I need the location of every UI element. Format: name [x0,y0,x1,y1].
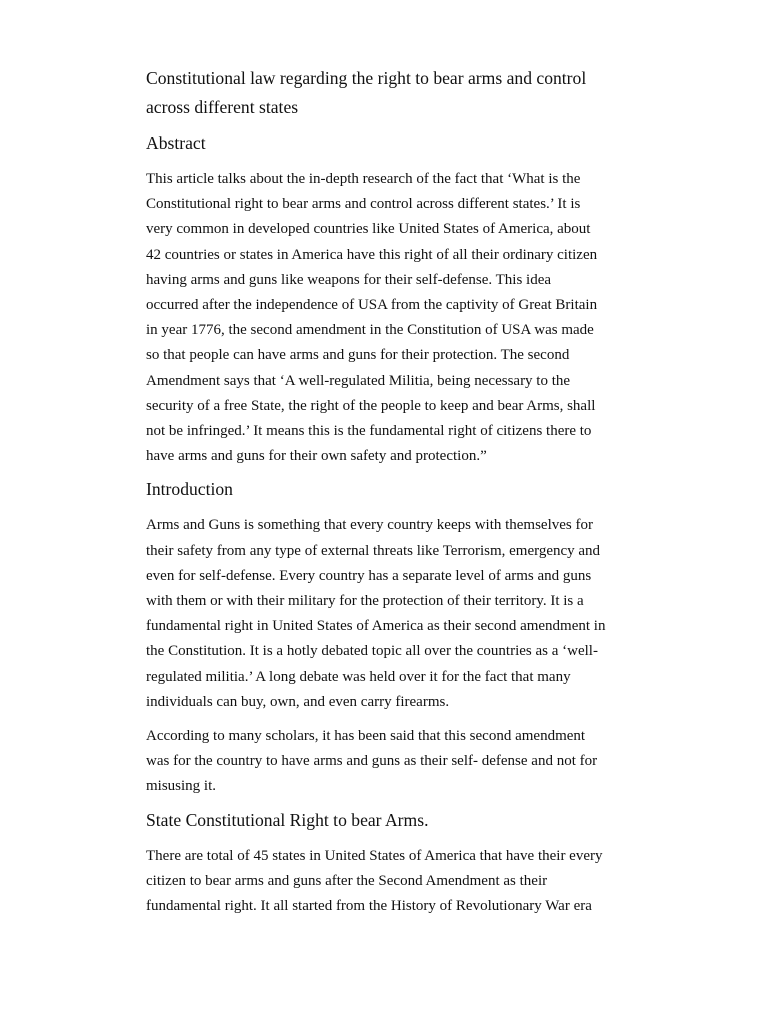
text-line: the Constitution. It is a hotly debated topic all over the countries as a ‘well- [146,643,598,660]
text-line: Constitutional right to bear arms and control across different states.’ It is [146,196,581,213]
document-title [146,64,626,122]
text-line: was for the country to have arms and guns as their self- defense and not for [146,753,598,770]
text-line: in year 1776, the second amendment in the Constitution of USA was made [146,322,594,339]
text-line: with them or with their military for the protection of their territory. It is a [146,593,584,610]
text-line: their safety from any type of external threats like Terrorism, emergency and [146,542,601,559]
text-line: very common in developed countries like United States of America, about [146,221,591,238]
title-line: Constitutional law regarding the right to bear arms and control [146,68,587,88]
text-line: Amendment says that ‘A well-regulated Militia, being necessary to the [146,372,571,389]
text-line: having arms and guns like weapons for their self-defense. This idea [146,271,552,288]
state-right-paragraph [146,844,626,920]
text-line: citizen to bear arms and guns after the Second Amendment as their [146,872,548,889]
text-line: even for self-defense. Every country has a separate level of arms and guns [146,567,592,584]
text-line: so that people can have arms and guns for their protection. The second [146,347,570,364]
text-line: Arms and Guns is something that every country keeps with themselves for [146,517,593,534]
text-line: fundamental right. It all started from the History of Revolutionary War era [146,898,592,915]
text-line: According to many scholars, it has been said that this second amendment [146,728,586,745]
text-line: occurred after the independence of USA from the captivity of Great Britain [146,297,598,314]
text-line: have arms and guns for their own safety and protection.” [146,448,487,465]
section-heading-abstract: Abstract [146,133,206,153]
abstract-paragraph [146,167,626,469]
text-line: individuals can buy, own, and even carry firearms. [146,693,450,710]
text-line: regulated militia.’ A long debate was held over it for the fact that many [146,668,571,685]
text-line: misusing it. [146,778,217,795]
title-line: across different states [146,97,299,117]
text-line: 42 countries or states in America have this right of all their ordinary citizen [146,246,598,263]
text-line: not be infringed.’ It means this is the fundamental right of citizens there to [146,423,592,440]
introduction-paragraph [146,513,626,715]
text-line: There are total of 45 states in United States of America that have their every [146,847,603,864]
introduction-paragraph [146,724,626,800]
text-line: fundamental right in United States of America as their second amendment in [146,618,606,635]
document-page [146,64,626,928]
section-heading-introduction: Introduction [146,479,233,500]
text-line: This article talks about the in-depth research of the fact that ‘What is the [146,171,581,187]
section-heading-state-right: State Constitutional Right to bear Arms. [146,809,429,830]
text-line: security of a free State, the right of the people to keep and bear Arms, shall [146,397,596,414]
